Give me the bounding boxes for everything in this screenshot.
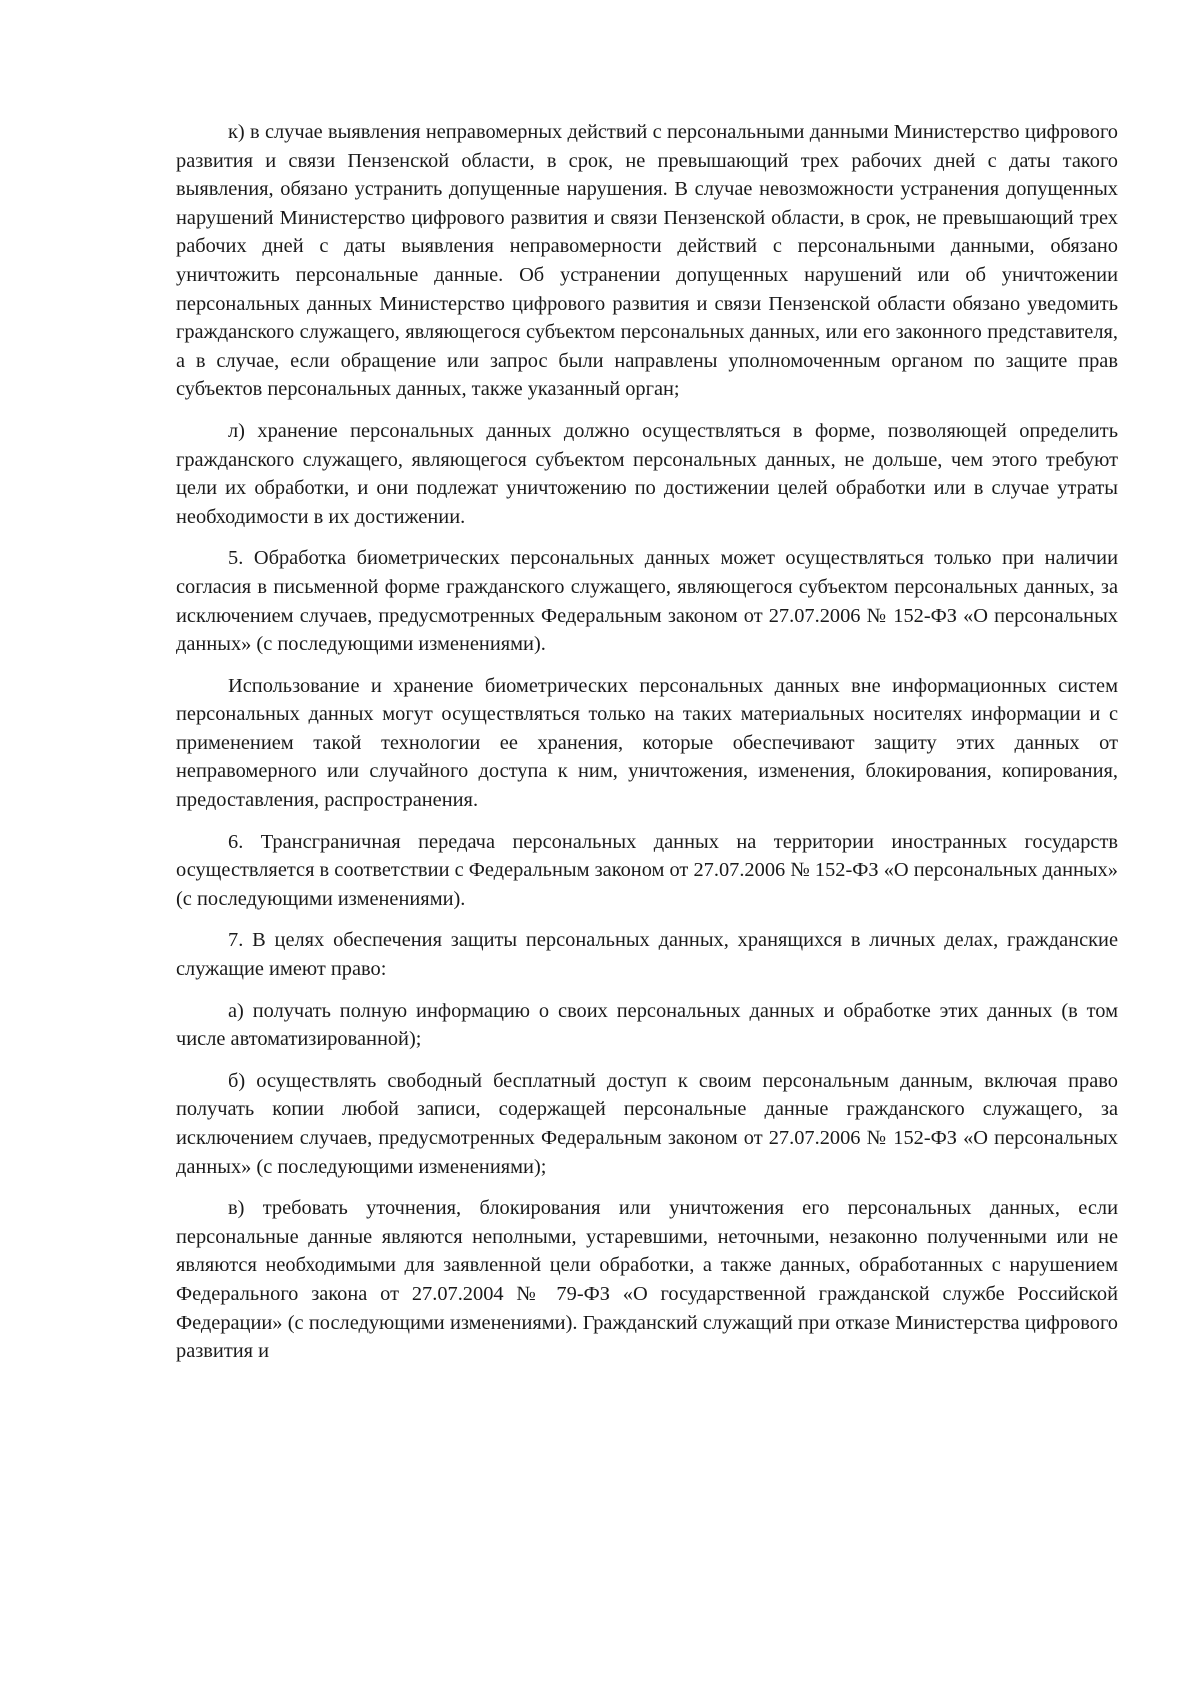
- paragraph-6: 6. Трансграничная передача персональных данных на территории иностранных государств осуществляется в соответствии с Федеральным законом от 27.07.2006 № 152-ФЗ «О персональных данных» (с последующими изменениями).: [176, 830, 1118, 910]
- paragraph-k: к) в случае выявления неправомерных действий с персональными данными Министерство цифрового развития и связи Пензенской области, в срок, не превышающий трех рабочих дней с даты такого выявления, обязано устранить допущенные нарушения. В случае невозможности устранения допущенных нарушений Министерство цифрового развития и связи Пензенской области, в срок, не превышающий трех рабочих дней с даты выявления неправомерности действий с персональными данными, обязано уничтожить персональные данные. Об устранении допущенных нарушений или об уничтожении персональных данных Министерство цифрового развития и связи Пензенской области обязано уведомить гражданского служащего, являющегося субъектом персональных данных, или его законного представителя, а в случае, если обращение или запрос были направлены уполномоченным органом по защите прав субъектов персональных данных, также указанный орган;: [176, 121, 1118, 401]
- paragraph-7a: а) получать полную информацию о своих персональных данных и обработке этих данных (в том числе автоматизированной);: [176, 999, 1118, 1051]
- paragraph-7v: в) требовать уточнения, блокирования или уничтожения его персональных данных, если персональные данные являются неполными, устаревшими, неточными, незаконно полученными или не являются необходимыми для заявленной цели обработки, а также данных, обработанных с нарушением Федерального закона от 27.07.2004 № 79-ФЗ «О государственной гражданской службе Российской Федерации» (с последующими изменениями). Гражданский служащий при отказе Министерства цифрового развития и: [176, 1197, 1118, 1363]
- paragraph-5: 5. Обработка биометрических персональных данных может осуществляться только при наличии согласия в письменной форме гражданского служащего, являющегося субъектом персональных данных, за исключением случаев, предусмотренных Федеральным законом от 27.07.2006 № 152-ФЗ «О персональных данных» (с последующими изменениями).: [176, 547, 1118, 656]
- paragraph-7b: б) осуществлять свободный бесплатный доступ к своим персональным данным, включая право получать копии любой записи, содержащей персональные данные гражданского служащего, за исключением случаев, предусмотренных Федеральным законом от 27.07.2006 № 152-ФЗ «О персональных данных» (с последующими изменениями);: [176, 1069, 1118, 1178]
- paragraph-7: 7. В целях обеспечения защиты персональных данных, хранящихся в личных делах, гражданские служащие имеют право:: [176, 929, 1118, 981]
- paragraph-5-biometric-storage: Использование и хранение биометрических персональных данных вне информационных систем персональных данных могут осуществляться только на таких материальных носителях информации и с применением такой технологии ее хранения, которые обеспечивают защиту этих данных от неправомерного или случайного доступа к ним, уничтожения, изменения, блокирования, копирования, предоставления, распространения.: [176, 674, 1118, 812]
- paragraph-l: л) хранение персональных данных должно осуществляться в форме, позволяющей определить гражданского служащего, являющегося субъектом персональных данных, не дольше, чем этого требуют цели их обработки, и они подлежат уничтожению по достижении целей обработки или в случае утраты необходимости в их достижении.: [176, 419, 1118, 528]
